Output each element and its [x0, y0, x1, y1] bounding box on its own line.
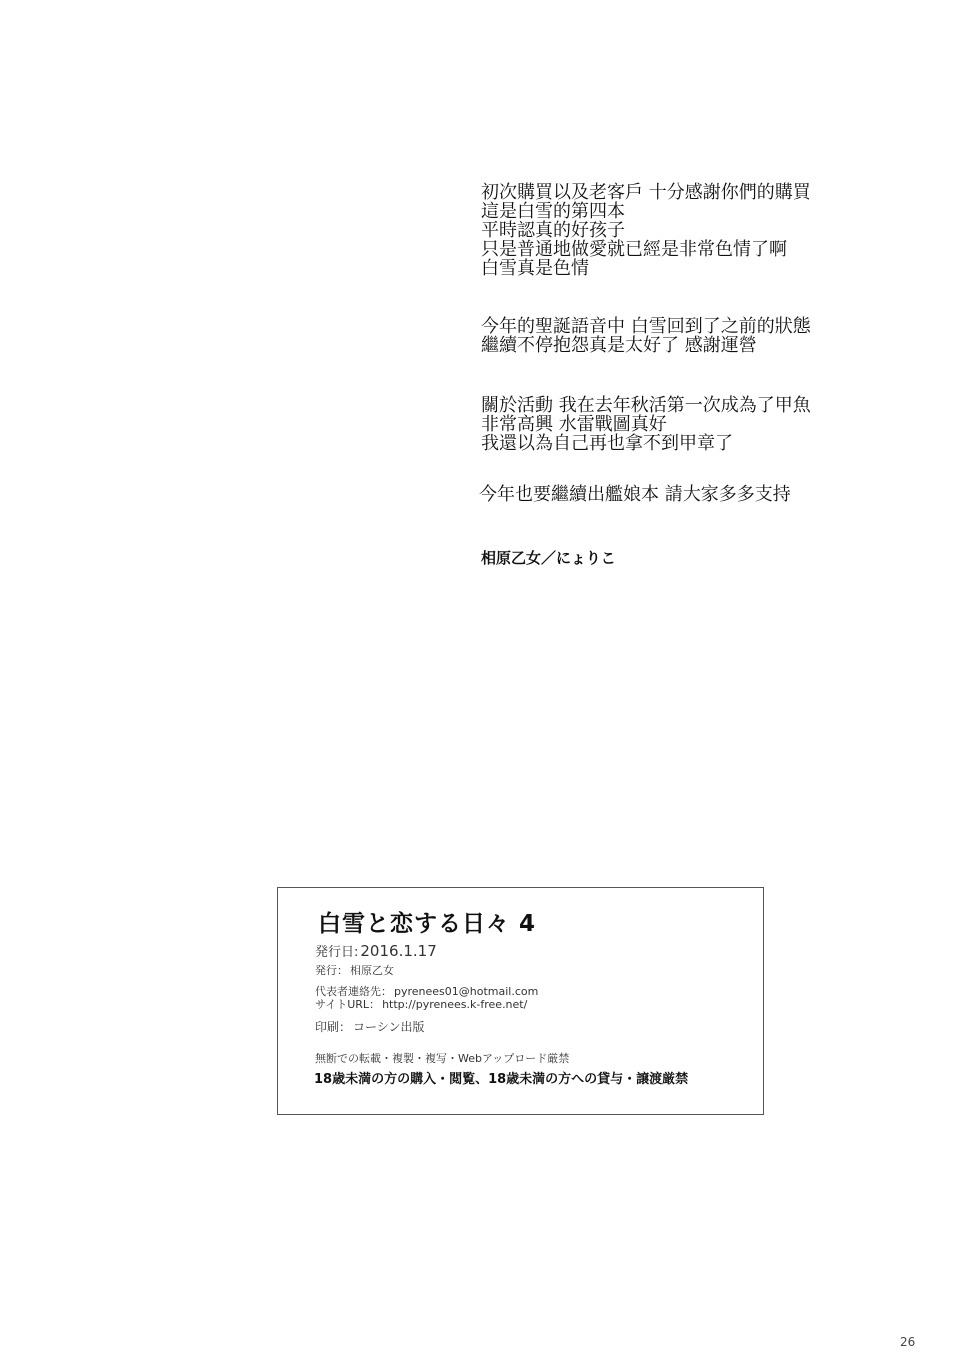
- site-url-value: http://pyrenees.k-free.net/: [382, 998, 528, 1011]
- publisher-value: 相原乙女: [350, 964, 394, 977]
- afterword-line: 關於活動 我在去年秋活第一次成為了甲魚: [481, 395, 811, 416]
- afterword-line: 只是普通地做愛就已經是非常色情了啊: [481, 239, 787, 260]
- printer-value: コーシン出版: [353, 1020, 425, 1034]
- afterword-line: 我還以為自己再也拿不到甲章了: [481, 433, 733, 454]
- afterword-line: 初次購買以及老客戶 十分感謝你們的購買: [481, 182, 811, 203]
- author-signature: 相原乙女／にょりこ: [481, 549, 616, 567]
- afterword-line: 今年也要繼續出艦娘本 請大家多多支持: [479, 484, 791, 505]
- printer-label: 印刷：: [315, 1020, 352, 1034]
- afterword-paragraph-1: [481, 183, 811, 278]
- afterword-line: 白雪真是色情: [481, 258, 589, 279]
- age-restriction-notice: 18歳未満の方の購入・閲覧、18歳未満の方への貸与・譲渡厳禁: [314, 1072, 689, 1087]
- site-url-row: [315, 996, 527, 1012]
- book-title: 白雪と恋する日々 4: [318, 911, 537, 937]
- publish-date-row: [315, 941, 437, 960]
- reproduction-notice: 無断での転載・複製・複写・Webアップロード厳禁: [315, 1052, 570, 1065]
- afterword-paragraph-2: [481, 317, 811, 355]
- printer-row: [315, 1018, 424, 1035]
- publish-date-value: 2016.1.17: [360, 942, 437, 960]
- afterword-line: 繼續不停抱怨真是太好了 感謝運營: [481, 335, 757, 356]
- afterword-line: 非常高興 水雷戰圖真好: [481, 414, 667, 435]
- publisher-label: 発行：: [315, 964, 348, 977]
- site-url-label: サイトURL：: [315, 998, 381, 1011]
- contact-email: pyrenees01@hotmail.com: [394, 985, 539, 998]
- afterword-line: 這是白雪的第四本: [481, 201, 625, 222]
- contact-label: 代表者連絡先：: [315, 985, 392, 998]
- colophon-box: [277, 887, 764, 1115]
- publisher-row: [315, 962, 394, 978]
- afterword-paragraph-4: [479, 485, 791, 504]
- page-number: 26: [900, 1335, 916, 1349]
- publish-date-label: 発行日:: [315, 945, 359, 960]
- afterword-line: 平時認真的好孩子: [481, 220, 625, 241]
- afterword-line: 今年的聖誕語音中 白雪回到了之前的狀態: [481, 316, 811, 337]
- afterword-paragraph-3: [481, 396, 811, 453]
